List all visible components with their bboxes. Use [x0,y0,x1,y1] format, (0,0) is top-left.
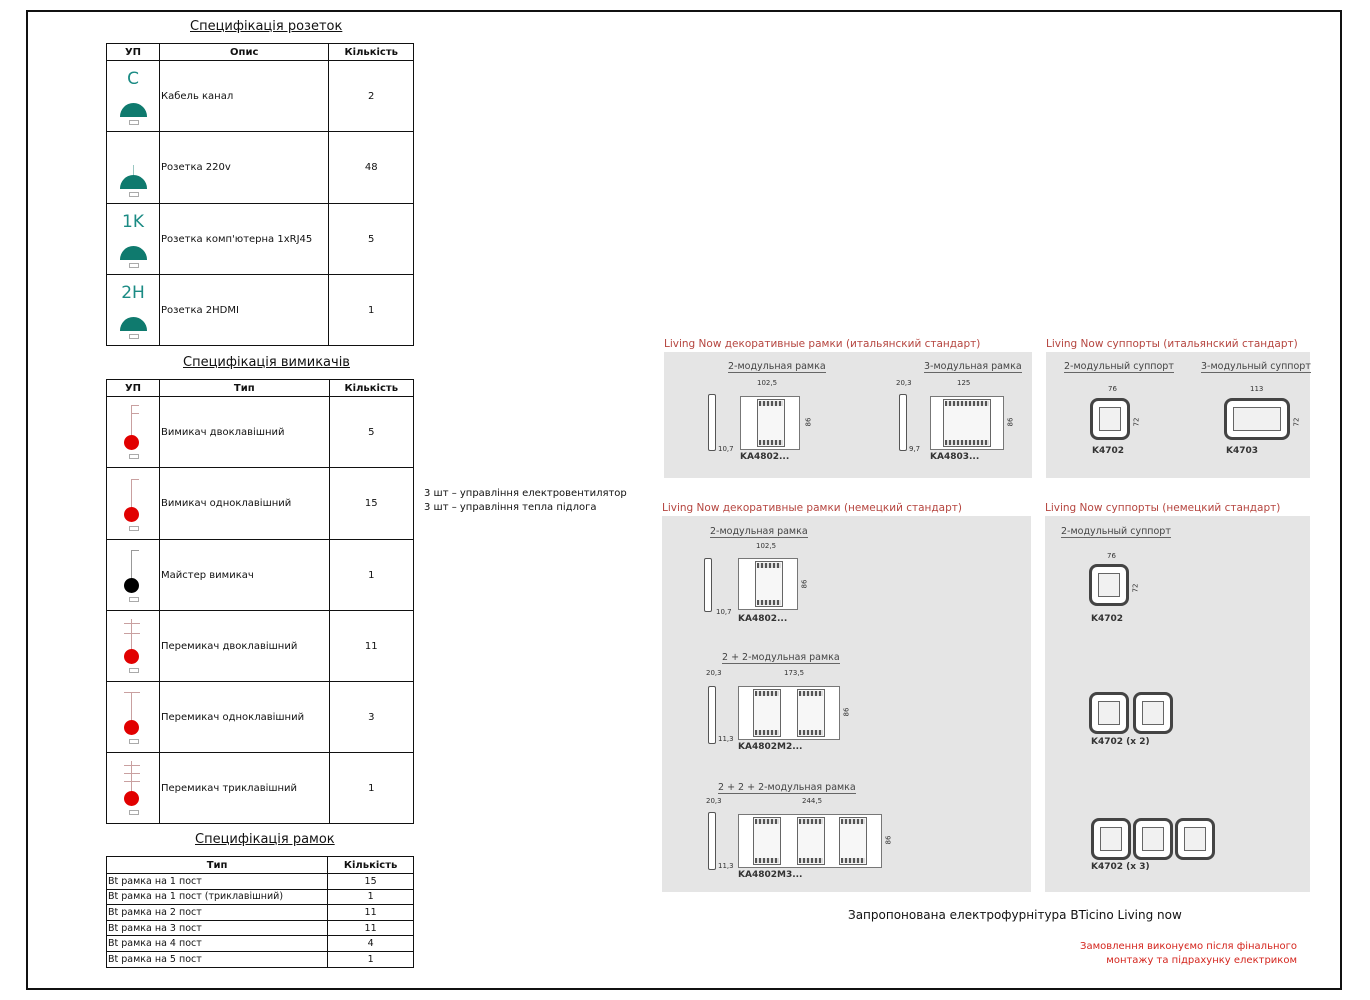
socket-symbol-icon: 1K [107,204,159,274]
frame-side-icon [708,394,716,451]
catalog-title-2: Living Now суппорты (итальянский стандарт) [1046,338,1298,350]
support-icon [1089,564,1129,606]
frame-plate-icon [930,396,1004,450]
subtitle: 2 + 2 + 2-модульная рамка [718,782,856,793]
catalog-title-3: Living Now декоративные рамки (немецкий стандарт) [662,502,962,514]
code-label: KA4802... [738,614,788,624]
table-row [107,61,414,132]
table-row [107,397,414,468]
table-row: Bt рамка на 1 пост (триклавішний) 1 [107,889,414,905]
subtitle: 2-модульный суппорт [1064,361,1174,372]
code-label: K4703 [1226,446,1259,456]
table-row [107,468,414,540]
sockets-title: Специфікація розеток [190,19,343,34]
switch-type: Вимикач двоклавішний [160,397,330,468]
code-label: K4702 [1091,614,1124,624]
table-row: Bt рамка на 1 пост 15 [107,874,414,890]
table-row: Bt рамка на 5 пост 1 [107,951,414,967]
socket-desc: Розетка 220v [160,132,329,204]
subtitle: 2 + 2-модульная рамка [722,652,840,663]
support-icon [1091,818,1131,860]
switch-qty: 11 [329,611,413,682]
socket-symbol-icon [107,133,159,203]
socket-desc: Розетка 2HDMI [160,275,329,346]
col-up: УП [107,44,160,61]
switch-type: Перемикач двоклавішний [160,611,330,682]
col-qty: Кількість [328,857,414,874]
catalog-panel-4: 2-модульный суппорт 76 72 K4702 K4702 (x 2) K4702 (x 3) [1045,516,1310,892]
frame-plate-icon [740,396,800,450]
support-icon [1175,818,1215,860]
table-row [107,682,414,753]
code-label: KA4803... [930,452,980,462]
code-label: KA4802M2... [738,742,803,752]
catalog-panel-3: 2-модульная рамка 102,5 10,7 86 KA4802... 2 + 2-модульная рамка 20,3 173,5 11,3 86 KA4802M2... 2 + 2 + 2-модульная рамка 20,3 244,5 11,3 86 KA4802M3... [662,516,1031,892]
subtitle: 3-модульная рамка [924,361,1022,372]
table-row: Bt рамка на 4 пост 4 [107,936,414,952]
socket-qty: 48 [329,132,414,204]
order-note: Замовлення виконуємо після фінального монтажу та підрахунку електриком [1080,941,1297,966]
socket-qty: 1 [329,275,414,346]
subtitle: 2-модульная рамка [728,361,826,372]
table-row: Bt рамка на 3 пост 11 [107,920,414,936]
table-row [107,275,414,346]
sockets-table [106,43,414,346]
col-type: Тип [160,380,330,397]
table-row: Bt рамка на 2 пост 11 [107,905,414,921]
table-row [107,540,414,611]
catalog-title-1: Living Now декоративные рамки (итальянский стандарт) [664,338,981,350]
subtitle: 2-модульный суппорт [1061,526,1171,537]
switch-symbol-icon [107,753,159,823]
socket-symbol-icon: 2H [107,275,159,345]
code-label: KA4802... [740,452,790,462]
support-icon [1133,818,1173,860]
frame-plate-icon [738,814,882,868]
table-row [107,611,414,682]
support-icon [1133,692,1173,734]
switch-qty: 15 [329,468,413,540]
catalog-panel-1: 2-модульная рамка 3-модульная рамка 10,7 102,5 86 KA4802... 20,3 9,7 125 86 KA4803... [664,352,1032,478]
socket-desc: Розетка комп'ютерна 1xRJ45 [160,204,329,275]
catalog-title-4: Living Now суппорты (немецкий стандарт) [1045,502,1281,514]
frame-side-icon [704,558,712,612]
switches-table [106,379,414,824]
switch-note: 3 шт – управління електровентилятор 3 шт – управління тепла підлога [424,488,627,513]
switch-symbol-icon [107,611,159,681]
frame-side-icon [899,394,907,451]
table-row [107,204,414,275]
switch-qty: 5 [329,397,413,468]
switch-symbol-icon [107,469,159,539]
frame-side-icon [708,686,716,744]
support-icon [1090,398,1130,440]
socket-qty: 2 [329,61,414,132]
frame-side-icon [708,812,716,870]
switch-type: Майстер вимикач [160,540,330,611]
col-qty: Кількість [329,380,413,397]
switch-type: Перемикач триклавішний [160,753,330,824]
switch-symbol-icon [107,397,159,467]
subtitle: 2-модульная рамка [710,526,808,537]
col-qty: Кількість [329,44,414,61]
switch-type: Перемикач одноклавішний [160,682,330,753]
code-label: K4702 [1092,446,1125,456]
catalog-caption: Запропонована електрофурнітура BTicino Living now [848,908,1182,922]
table-row [107,132,414,204]
support-icon [1224,398,1290,440]
col-type: Тип [107,857,328,874]
frame-plate-icon [738,558,798,610]
col-desc: Опис [160,44,329,61]
frames-title: Специфікація рамок [195,832,335,847]
switch-type: Вимикач одноклавішний [160,468,330,540]
switch-qty: 1 [329,753,413,824]
support-icon [1089,692,1129,734]
switch-symbol-icon [107,540,159,610]
col-up: УП [107,380,160,397]
switches-title: Специфікація вимикачів [183,355,350,370]
subtitle: 3-модульный суппорт [1201,361,1311,372]
frames-table [106,856,414,968]
socket-symbol-icon: C [107,61,159,131]
code-label: K4702 (x 2) [1091,737,1150,747]
socket-desc: Кабель канал [160,61,329,132]
switch-qty: 3 [329,682,413,753]
table-row [107,753,414,824]
frame-plate-icon [738,686,840,740]
code-label: K4702 (x 3) [1091,862,1150,872]
catalog-panel-2: 2-модульный суппорт 3-модульный суппорт 76 72 K4702 113 72 K4703 [1046,352,1310,478]
switch-symbol-icon [107,682,159,752]
switch-qty: 1 [329,540,413,611]
socket-qty: 5 [329,204,414,275]
code-label: KA4802M3... [738,870,803,880]
